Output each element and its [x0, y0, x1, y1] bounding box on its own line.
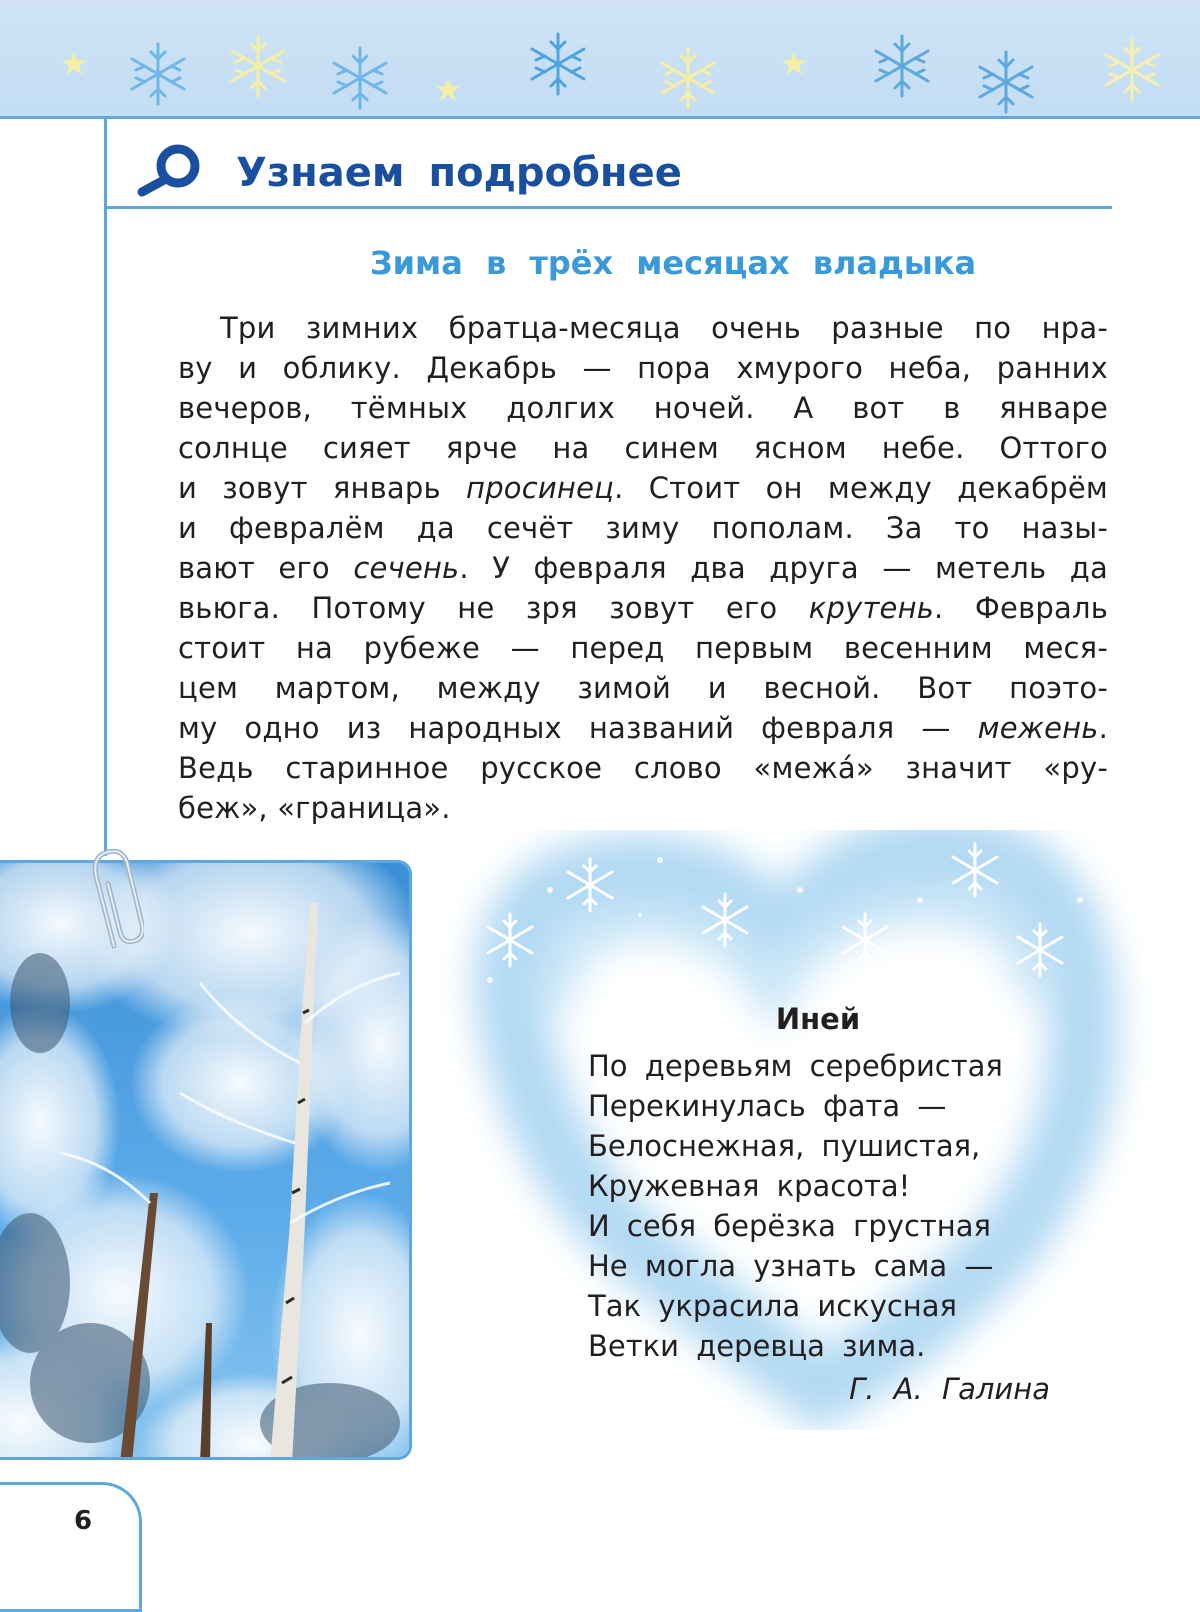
poem-text [588, 1046, 1003, 1366]
article-paragraph [178, 308, 1108, 828]
poem-line: Перекинулась фата — [588, 1089, 947, 1123]
snowflake-icon [532, 34, 584, 94]
star-icon [436, 78, 460, 101]
poem-line: И себя берёзка грустная [588, 1209, 991, 1243]
paragraph-line: Три зимних братца-месяца очень разные по нра- [220, 311, 1108, 345]
poem-line: Кружевная красота! [588, 1169, 911, 1203]
paragraph-line: беж», «граница». [178, 791, 451, 825]
article-subtitle: Зима в трёх месяцах владыка [369, 244, 977, 282]
poem-line: По деревьям серебристая [588, 1049, 1003, 1083]
italic-term: просинец [466, 471, 615, 505]
snowflake-icon [334, 48, 386, 108]
paragraph-line: цем мартом, между зимой и весной. Вот поэто- [178, 671, 1108, 705]
poem-title: Иней [775, 1002, 861, 1036]
paragraph-line: и зовут январь просинец. Стоит он между декабрём [178, 471, 1108, 505]
star-icon [62, 52, 86, 75]
section-title: Узнаем подробнее [236, 150, 682, 196]
poem-line: Ветки деревца зима. [588, 1329, 926, 1363]
top-snowflake-band [0, 0, 1200, 119]
paperclip-icon [84, 846, 144, 956]
magnifier-icon [136, 142, 216, 202]
paragraph-line: Ведь старинное русское слово «межа́» значит «ру- [178, 751, 1108, 785]
snowflake-icon [232, 36, 284, 96]
paragraph-line: вечеров, тёмных долгих ночей. А вот в январе [178, 391, 1108, 425]
paragraph-line: му одно из народных названий февраля — межень. [178, 711, 1108, 745]
poem-line: Так украсила искусная [588, 1289, 957, 1323]
poem-line: Белоснежная, пушистая, [588, 1129, 981, 1163]
paragraph-line: вают его сечень. У февраля два друга — метель да [178, 551, 1108, 585]
italic-term: крутень [808, 591, 935, 625]
snowflake-icon [662, 48, 714, 108]
margin-line [104, 116, 107, 856]
snowflake-icon [980, 52, 1032, 112]
italic-term: сечень [353, 551, 460, 585]
snowflake-icon [132, 44, 184, 104]
paragraph-line: и февралём да сечёт зиму пополам. За то назы- [178, 511, 1108, 545]
paragraph-line: солнце сияет ярче на синем ясном небе. Оттого [178, 431, 1108, 465]
poem-author: Г. А. Галина [849, 1372, 1050, 1406]
poem-line: Не могла узнать сама — [588, 1249, 994, 1283]
paragraph-line: стоит на рубеже — перед первым весенним меся- [178, 631, 1108, 665]
page-number: 6 [74, 1506, 93, 1536]
star-icon [782, 52, 806, 75]
winter-trees-photo [0, 860, 412, 1460]
snowflake-decoration [0, 0, 1200, 116]
title-divider [106, 206, 1112, 209]
italic-term: межень [977, 711, 1099, 745]
page-corner [0, 1482, 142, 1612]
paragraph-line: вьюга. Потому не зря зовут его крутень. Февраль [178, 591, 1108, 625]
snowflake-icon [1106, 40, 1158, 100]
snowflake-icon [876, 36, 928, 96]
paragraph-line: ву и облику. Декабрь — пора хмурого неба, ранних [178, 351, 1108, 385]
